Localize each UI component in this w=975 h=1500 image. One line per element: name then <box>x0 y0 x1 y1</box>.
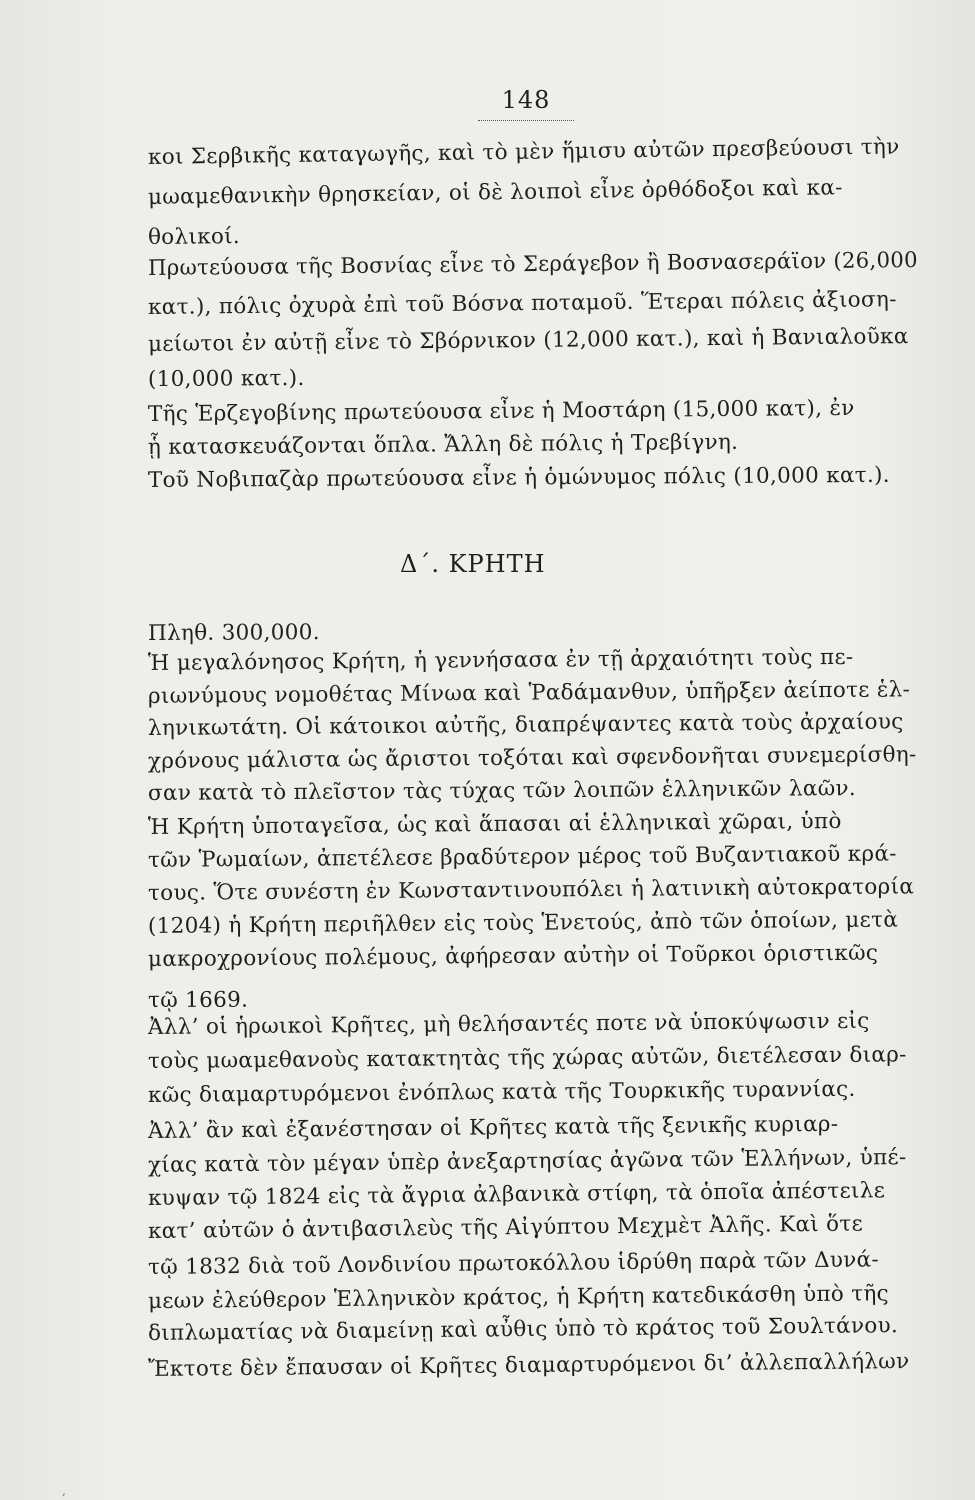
text-line: Τοῦ Νοβιπαζὰρ πρωτεύουσα εἶνε ἡ ὁμώνυμος πόλις (10,000 κατ.). <box>147 462 890 493</box>
text-line: (10,000 κατ.). <box>147 365 305 392</box>
text-line: Ἀλλ’ οἱ ἡρωικοὶ Κρῆτες, μὴ θελήσαντές ποτε νὰ ὑποκύψωσιν εἰς <box>147 1008 870 1040</box>
margin-speck: , <box>62 1484 66 1498</box>
text-line: τῶν Ῥωμαίων, ἀπετέλεσε βραδύτερον μέρος τοῦ Βυζαντιακοῦ κρά- <box>147 841 897 873</box>
text-line: κῶς διαμαρτυρόμενοι ἐνόπλως κατὰ τῆς Τουρκικῆς τυραννίας. <box>147 1076 856 1108</box>
text-line: μακροχρονίους πολέμους, ἀφήρεσαν αὐτὴν οἱ Τοῦρκοι ὁριστικῶς <box>147 940 879 972</box>
text-line: διπλωματίας νὰ διαμείνῃ καὶ αὖθις ὑπὸ τὸ κράτος τοῦ Σουλτάνου. <box>147 1313 899 1346</box>
text-line: κυψαν τῷ 1824 εἰς τὰ ἄγρια ἀλβανικὰ στίφη, τὰ ὁποῖα ἀπέστειλε <box>147 1178 886 1211</box>
text-line: κατ.), πόλις ὀχυρὰ ἐπὶ τοῦ Βόσνα ποταμοῦ. Ἕτεραι πόλεις ἀξιοση- <box>147 287 897 320</box>
text-line: Ἀλλ’ ἂν καὶ ἐξανέστησαν οἱ Κρῆτες κατὰ τῆς ξενικῆς κυριαρ- <box>147 1111 839 1144</box>
text-line: τοὺς μωαμεθανοὺς κατακτητὰς τῆς χώρας αὐτῶν, διετέλεσαν διαρ- <box>147 1042 907 1074</box>
text-line: χρόνους μάλιστα ὡς ἄριστοι τοξόται καὶ σφενδονῆται συνεμερίσθη- <box>147 742 917 774</box>
text-line: τῷ 1669. <box>147 987 249 1013</box>
text-line: Πληθ. 300,000. <box>147 620 320 646</box>
text-line: σαν κατὰ τὸ πλεῖστον τὰς τύχας τῶν λοιπῶν ἑλληνικῶν λαῶν. <box>147 776 857 806</box>
text-line: ληνικωτάτη. Οἱ κάτοικοι αὐτῆς, διαπρέψαντες κατὰ τοὺς ἀρχαίους <box>147 709 904 741</box>
text-line: θολικοί. <box>147 224 241 250</box>
text-line: κοι Σερβικῆς καταγωγῆς, καὶ τὸ μὲν ἥμισυ αὐτῶν πρεσβεύουσι τὴν <box>147 134 900 170</box>
text-line: τους. Ὅτε συνέστη ἐν Κωνσταντινουπόλει ἡ λατινικὴ αὐτοκρατορία <box>147 874 915 906</box>
text-line: τῷ 1832 διὰ τοῦ Λονδινίου πρωτοκόλλου ἱδρύθη παρὰ τῶν Δυνά- <box>147 1247 880 1280</box>
text-line: μεων ἐλεύθερον Ἑλληνικὸν κράτος, ἡ Κρήτη κατεδικάσθη ὑπὸ τῆς <box>147 1281 890 1314</box>
text-line: ριωνύμους νομοθέτας Μίνωα καὶ Ῥαδάμανθυν, ὑπῆρξεν ἀείποτε ἑλ- <box>147 677 911 709</box>
page-number: 148 <box>501 86 551 114</box>
section-heading: Δ΄. ΚΡΗΤΗ <box>400 550 546 578</box>
text-line: κατ’ αὐτῶν ὁ ἀντιβασιλεὺς τῆς Αἰγύπτου Μεχμὲτ Ἀλῆς. Καὶ ὅτε <box>147 1211 864 1244</box>
text-line: Ἔκτοτε δὲν ἔπαυσαν οἱ Κρῆτες διαμαρτυρόμενοι δι’ ἀλλεπαλλήλων <box>147 1349 910 1382</box>
text-line: χίας κατὰ τὸν μέγαν ὑπὲρ ἀνεξαρτησίας ἀγῶνα τῶν Ἑλλήνων, ὑπέ- <box>147 1145 907 1178</box>
text-line: Πρωτεύουσα τῆς Βοσνίας εἶνε τὸ Σεράγεβον ἢ Βοσνασεράϊον (26,000 <box>147 247 918 281</box>
text-line: (1204) ἡ Κρήτη περιῆλθεν εἰς τοὺς Ἑνετούς, ἀπὸ τῶν ὁποίων, μετὰ <box>147 907 899 939</box>
text-line: Τῆς Ἑρζεγοβίνης πρωτεύουσα εἶνε ἡ Μοστάρη (15,000 κατ), ἐν <box>147 395 855 427</box>
text-line: Ἡ μεγαλόνησος Κρήτη, ἡ γεννήσασα ἐν τῇ ἀρχαιότητι τοὺς πε- <box>147 644 854 676</box>
text-line: μωαμεθανικὴν θρησκείαν, οἱ δὲ λοιποὶ εἶνε ὀρθόδοξοι καὶ κα- <box>147 175 843 210</box>
text-line: μείωτοι ἐν αὐτῇ εἶνε τὸ Σβόρνικον (12,000 κατ.), καὶ ἡ Βανιαλοῦκα <box>147 324 909 357</box>
text-line: Ἡ Κρήτη ὑποταγεῖσα, ὡς καὶ ἅπασαι αἱ ἑλληνικαὶ χῶραι, ὑπὸ <box>147 808 842 840</box>
page-number-rule <box>478 120 574 121</box>
text-line: ᾗ κατασκευάζονται ὅπλα. Ἄλλη δὲ πόλις ἡ Τρεβίγνη. <box>147 429 739 460</box>
